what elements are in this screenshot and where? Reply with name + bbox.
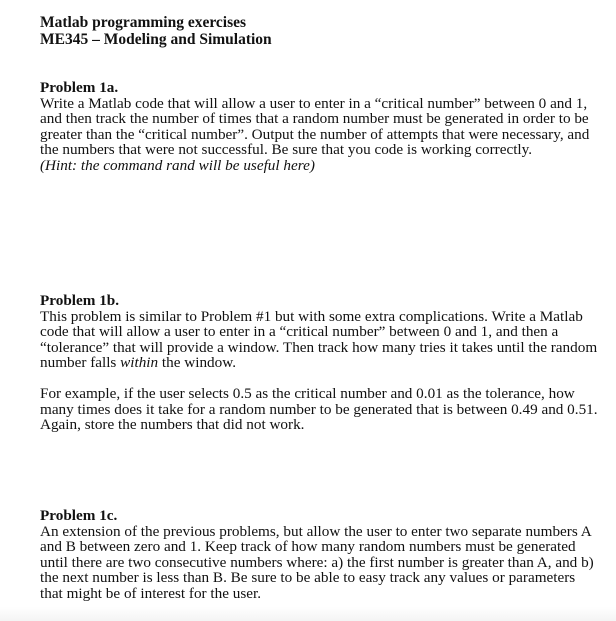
problem-1b-example: For example, if the user selects 0.5 as the critical number and 0.01 as the tolerance, how many times does it take for a random number to be generated that is between 0.49 and 0.51. Again, store the numbers that did not work. — [40, 384, 598, 434]
document-header — [40, 14, 272, 48]
problem-1b — [40, 293, 600, 433]
problem-1a-title: Problem 1a. — [40, 79, 119, 96]
problem-1b-body-before: This problem is similar to Problem #1 but with some extra complications. Write a Matlab code that will allow a user to enter in a “critical number” between 0 and 1, and then a “tolerance” that will provide a window. Then track how many tries it takes until the random number falls — [40, 307, 598, 372]
page-bottom-edge — [0, 607, 616, 621]
problem-1a-text — [40, 96, 600, 174]
problem-1c-body: An extension of the previous problems, but allow the user to enter two separate numbers A and B between zero and 1. Keep track of how many random numbers must be generated until there are two consecutive numbers where: a) the first number is greater than A, and b) the next number is less than B. Be sure to be able to easy track any values or parameters that might be of interest for the user. — [40, 522, 594, 602]
problem-1b-title: Problem 1b. — [40, 292, 120, 309]
problem-1a — [40, 80, 600, 174]
problem-1c — [40, 508, 600, 602]
problem-1a-body: Write a Matlab code that will allow a user to enter in a “critical number” between 0 and 1, and then track the number of times that a random number must be generated in order to be greater than the “critical number”. Output the number of attempts that were necessary, and the numbers that were not successful. Be sure that you code is working correctly. — [40, 94, 590, 159]
problem-1c-title: Problem 1c. — [40, 507, 118, 524]
course-title: ME345 – Modeling and Simulation — [40, 31, 272, 48]
problem-1a-hint: (Hint: the command rand will be useful here) — [40, 156, 315, 174]
problem-1b-body-after: the window. — [158, 354, 237, 372]
course-subtitle: Matlab programming exercises — [40, 14, 247, 31]
problem-1b-emphasis: within — [120, 354, 159, 372]
problem-1b-text — [40, 309, 600, 371]
